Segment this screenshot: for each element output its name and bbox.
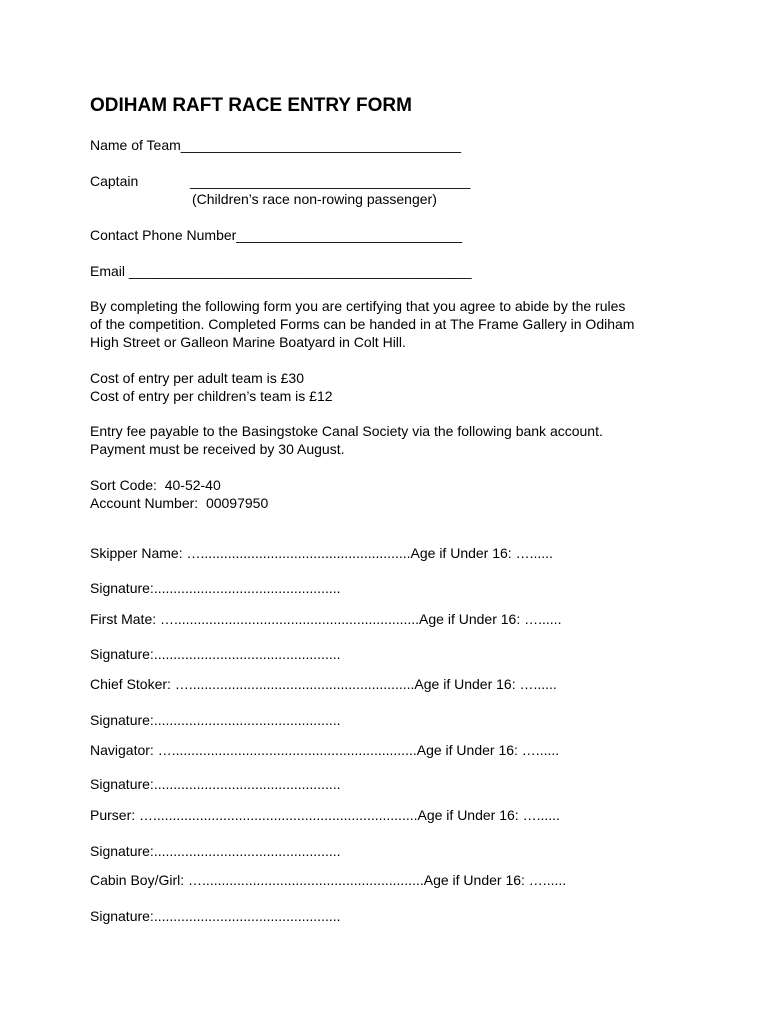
bank-details	[90, 476, 690, 512]
cabin-boy-girl-line: Cabin Boy/Girl: ….........................................................Age if Under 16: …......	[90, 872, 567, 888]
first-mate-line: First Mate: …...............................................................Age if Under 16: …......	[90, 611, 562, 627]
captain-note: (Children’s race non-rowing passenger)	[192, 191, 437, 207]
cabin-boy-girl-signature-line: Signature:................................................	[90, 908, 341, 924]
chief-stoker-line: Chief Stoker: …..........................................................Age if Under 16: …......	[90, 676, 557, 692]
cost-line: Cost of entry per children’s team is £12	[90, 388, 333, 404]
rules-line: of the competition. Completed Forms can be handed in at The Frame Gallery in Odiham	[90, 316, 635, 332]
captain-line: ____________________________________	[190, 173, 471, 189]
cost-line: Cost of entry per adult team is £30	[90, 370, 304, 386]
captain-label: Captain	[90, 173, 139, 189]
payment-paragraph	[90, 422, 690, 458]
navigator-line: Navigator: …...............................................................Age if Under 16: …......	[90, 742, 560, 758]
rules-line: High Street or Galleon Marine Boatyard in Colt Hill.	[90, 334, 406, 350]
email-field: Email ____________________________________________	[90, 263, 472, 279]
purser-line: Purser: …....................................................................Age if Under 16: …......	[90, 807, 560, 823]
skipper-signature-line: Signature:................................................	[90, 580, 341, 596]
purser-signature-line: Signature:................................................	[90, 843, 341, 859]
account-number: Account Number: 00097950	[90, 495, 269, 511]
contact-phone-field: Contact Phone Number_____________________________	[90, 227, 463, 243]
payment-line: Entry fee payable to the Basingstoke Canal Society via the following bank account.	[90, 423, 603, 439]
skipper-name-line: Skipper Name: …......................................................Age if Under 16: …......	[90, 545, 553, 561]
payment-line: Payment must be received by 30 August.	[90, 441, 345, 457]
cost-paragraph	[90, 369, 690, 405]
team-name-field: Name of Team____________________________________	[90, 137, 462, 153]
sort-code: Sort Code: 40-52-40	[90, 477, 221, 493]
rules-line: By completing the following form you are certifying that you agree to abide by the rules	[90, 298, 626, 314]
chief-stoker-signature-line: Signature:................................................	[90, 712, 341, 728]
form-title: ODIHAM RAFT RACE ENTRY FORM	[90, 95, 412, 116]
rules-paragraph	[90, 297, 690, 351]
navigator-signature-line: Signature:................................................	[90, 776, 341, 792]
first-mate-signature-line: Signature:................................................	[90, 646, 341, 662]
